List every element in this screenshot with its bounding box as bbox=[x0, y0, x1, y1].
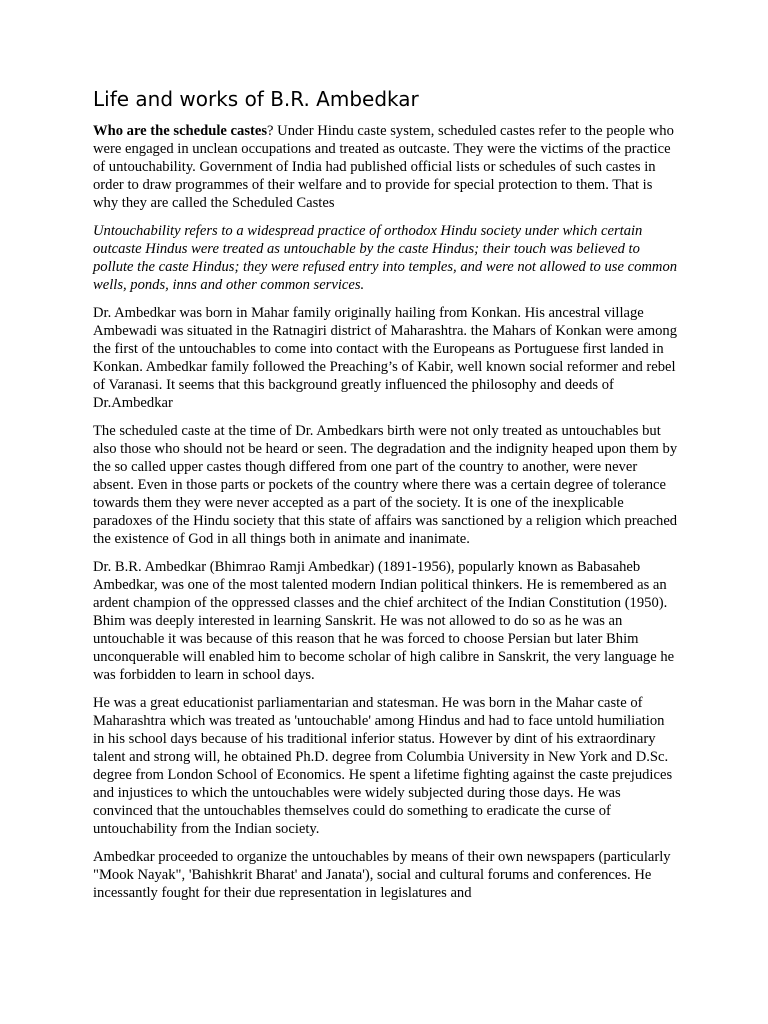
intro-paragraph bbox=[93, 122, 679, 212]
paragraph-scheduled-caste: The scheduled caste at the time of Dr. Ambedkars birth were not only treated as untouchables but also those who should not be heard or seen. The degradation and the indignity heaped upon them by the so called upper castes though differed from one part of the country to another, were never absent. Even in those parts or pockets of the country where there was a certain degree of tolerance towards them they were never accepted as a part of the society. It is one of the inexplicable paradoxes of the Hindu society that this state of affairs was sanctioned by a religion which preached the existence of God in all things both in animate and inanimate. bbox=[93, 423, 678, 547]
paragraph-education: He was a great educationist parliamentarian and statesman. He was born in the Mahar caste of Maharashtra which was treated as 'untouchable' among Hindus and had to face untold humiliation in his school days because of his traditional inferior status. However by dint of his extraordinary talent and strong will, he obtained Ph.D. degree from Columbia University in New York and D.Sc. degree from London School of Economics. He spent a lifetime fighting against the caste prejudices and injustices to which the untouchables were widely subjected during those days. He was convinced that the untouchables themselves could do something to eradicate the curse of untouchability from the Indian society. bbox=[93, 695, 673, 837]
paragraph-birth: Dr. Ambedkar was born in Mahar family originally hailing from Konkan. His ancestral village Ambewadi was situated in the Ratnagiri district of Maharashtra. the Mahars of Konkan were among the first of the untouchables to come into contact with the Europeans as Portuguese first landed in Konkan. Ambedkar family followed the Preaching’s of Kabir, well known social reformer and rebel of Varanasi. It seems that this background greatly influenced the philosophy and deeds of Dr.Ambedkar bbox=[93, 305, 677, 411]
paragraph-biography: Dr. B.R. Ambedkar (Bhimrao Ramji Ambedkar) (1891-1956), popularly known as Babasaheb Ambedkar, was one of the most talented modern Indian political thinkers. He is remembered as an ardent champion of the oppressed classes and the chief architect of the Indian Constitution (1950). Bhim was deeply interested in learning Sanskrit. He was not allowed to do so as he was an untouchable it was because of this reason that he was forced to choose Persian but later Bhim unconquerable will enabled him to become scholar of high calibre in Sanskrit, the very language he was forbidden to learn in school days. bbox=[93, 559, 675, 683]
paragraph-organizing: Ambedkar proceeded to organize the untouchables by means of their own newspapers (particularly "Mook Nayak", 'Bahishkrit Bharat' and Janata'), social and cultural forums and conferences. He incessantly fought for their due representation in legislatures and bbox=[93, 849, 671, 901]
intro-bold-question: Who are the schedule castes bbox=[93, 123, 268, 139]
page-title: Life and works of B.R. Ambedkar bbox=[93, 87, 419, 111]
intro-text: ? Under Hindu caste system, scheduled castes refer to the people who were engaged in unclean occupations and treated as outcaste. They were the victims of the practice of untouchability. Government of India had published official lists or schedules of such castes in order to draw programmes of their welfare and to provide for special protection to them. That is why they are called the Scheduled Castes bbox=[93, 123, 674, 211]
document-body bbox=[93, 86, 679, 912]
untouchability-definition: Untouchability refers to a widespread practice of orthodox Hindu society under which certain outcaste Hindus were treated as untouchable by the caste Hindus; their touch was believed to pollute the caste Hindus; they were refused entry into temples, and were not allowed to use common wells, ponds, inns and other common services. bbox=[93, 223, 678, 293]
